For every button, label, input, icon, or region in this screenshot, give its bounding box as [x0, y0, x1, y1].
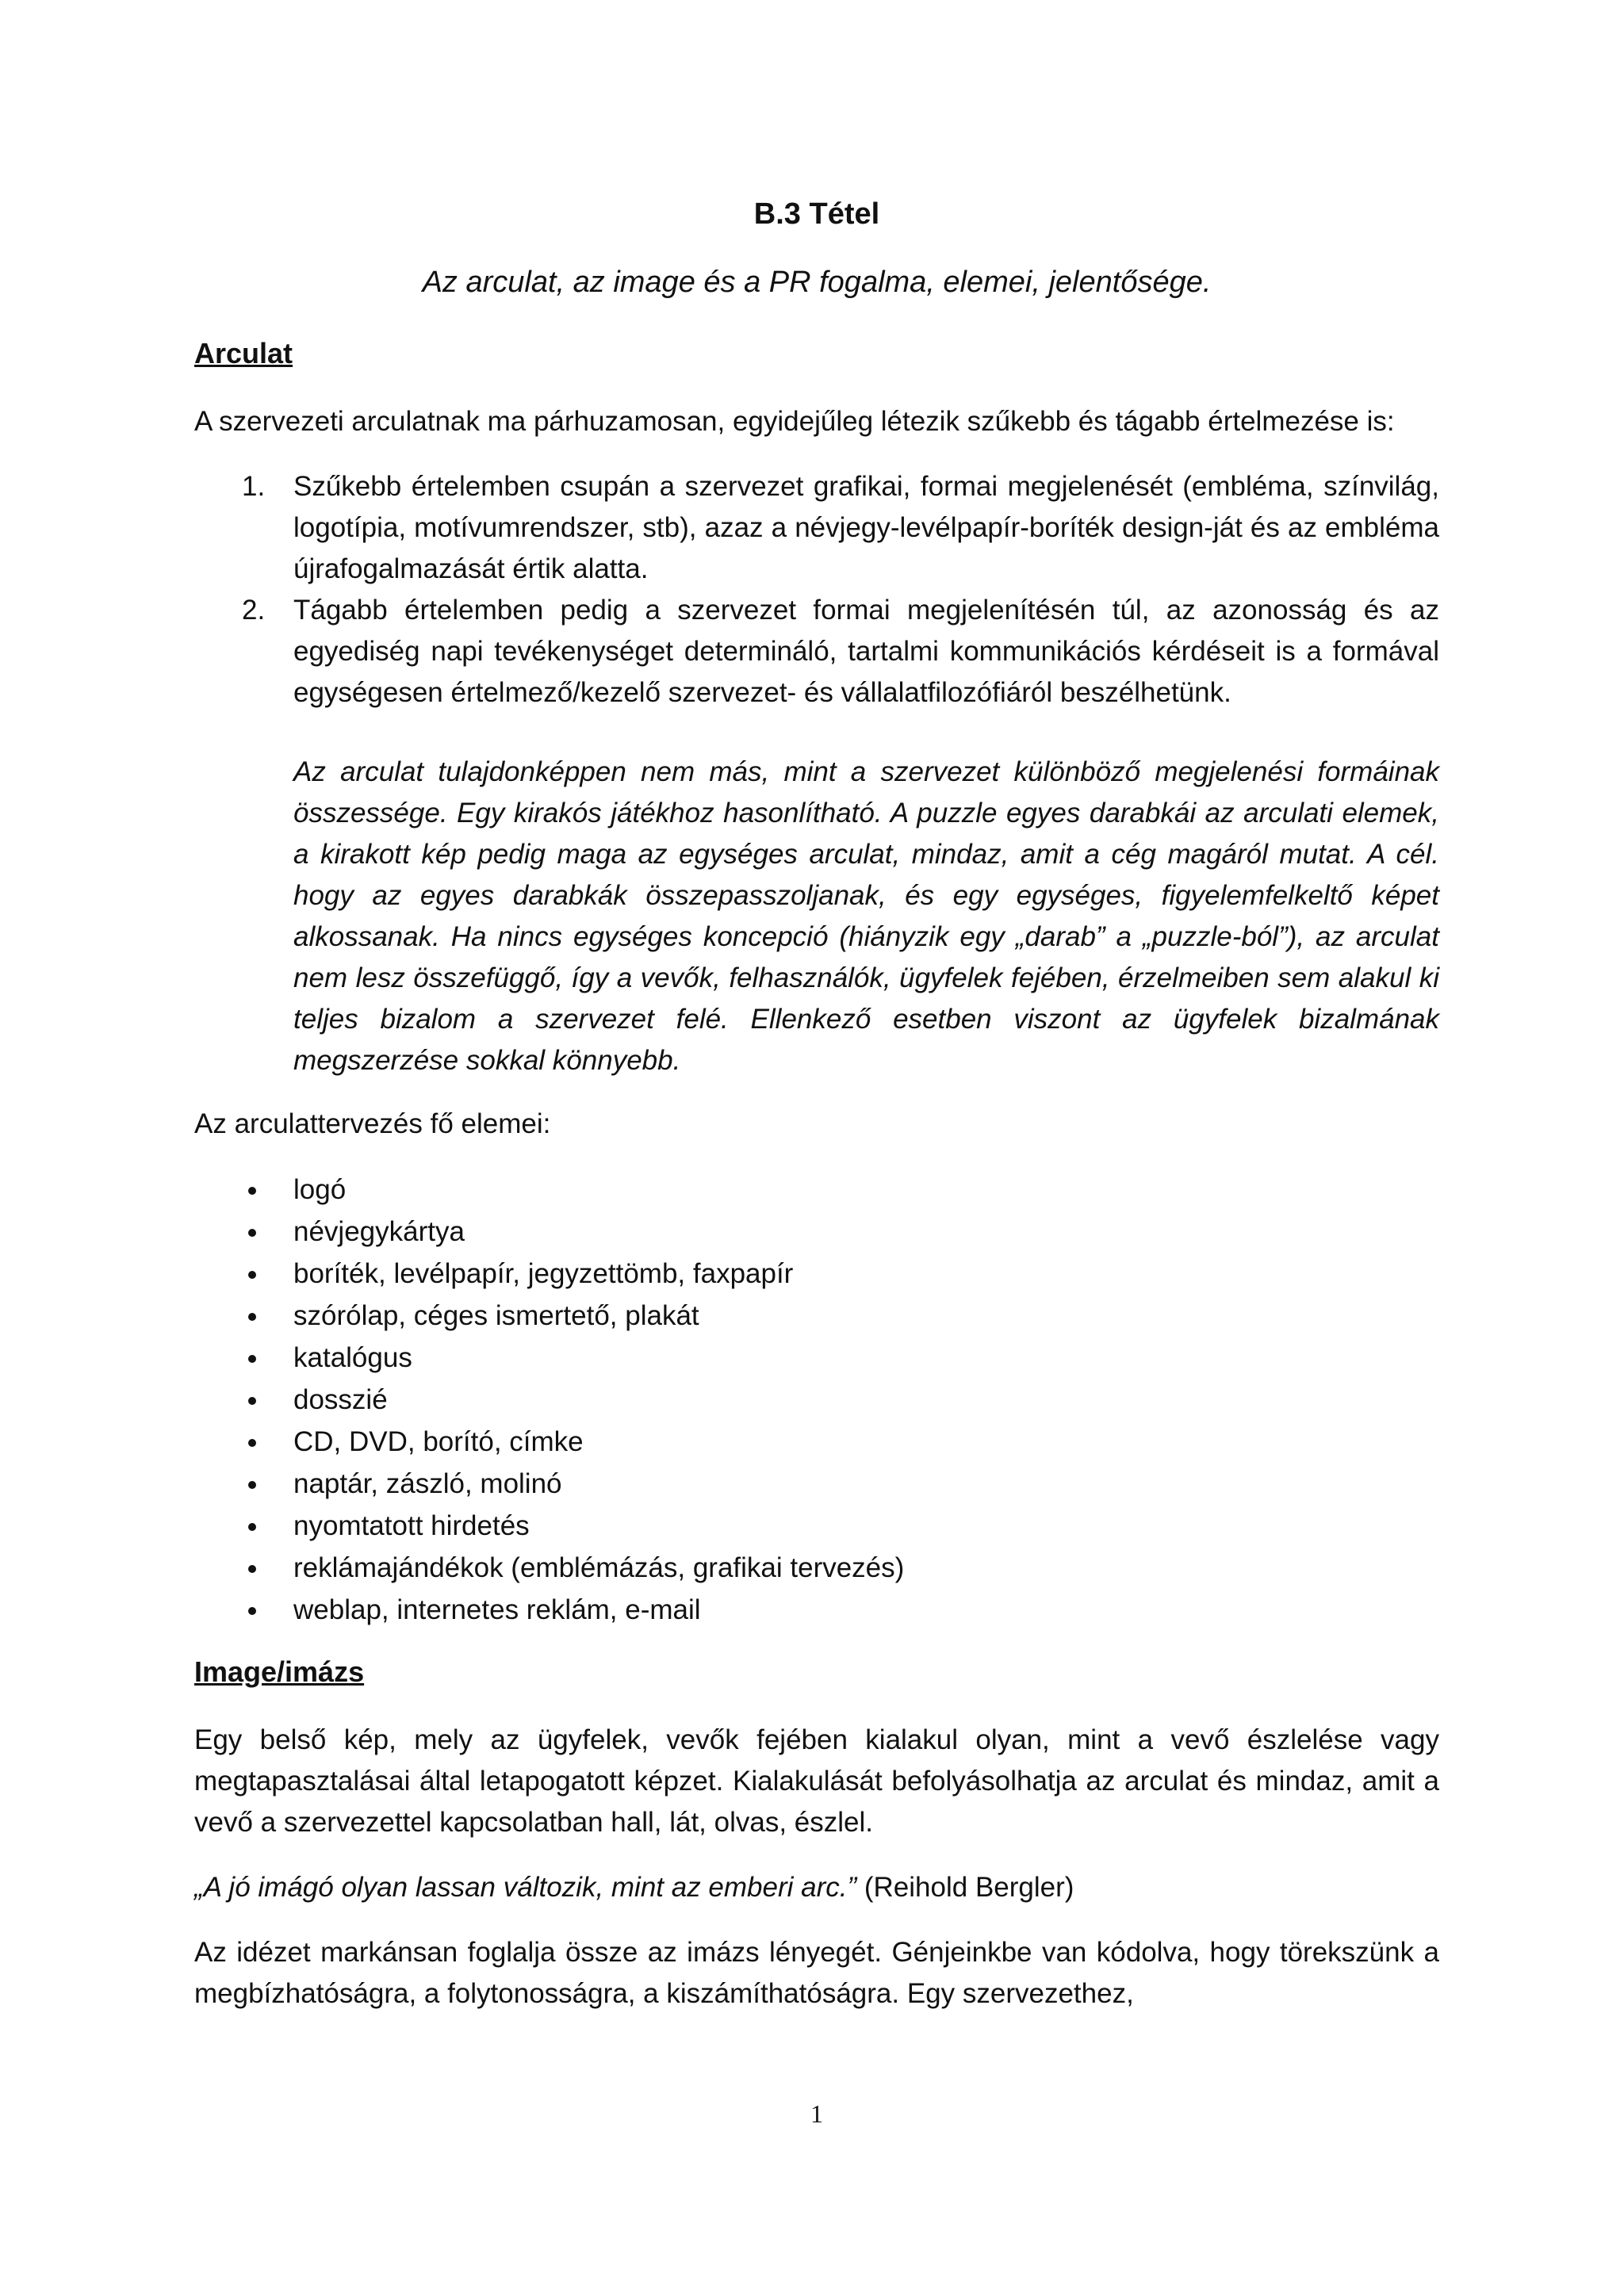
item-text: Szűkebb értelemben csupán a szervezet grafikai, formai megjelenését (embléma, színvilág, logotípia, motívumrendszer, stb), azaz a névjegy-levélpapír-boríték design-ját és az embléma újrafogalmazását értik alatta. — [293, 471, 1439, 584]
item-text: Tágabb értelemben pedig a szervezet formai megjelenítésén túl, az azonosság és az egyediség napi tevékenységet determináló, tartalmi kommunikációs kérdéseit is a formával egységesen értelmező/kezelő szervezet- és vállalatfilozófiáról beszélhetünk. — [293, 595, 1439, 708]
bullet-icon — [248, 1397, 256, 1405]
list-item — [194, 1589, 1439, 1631]
list-item — [194, 1547, 1439, 1589]
numbered-item — [194, 590, 1439, 714]
document-subtitle: Az arculat, az image és a PR fogalma, elemei, jelentősége. — [422, 266, 1212, 299]
arculat-italic-paragraph: Az arculat tulajdonképpen nem más, mint a szervezet különböző megjelenési formáinak összessége. Egy kirakós játékhoz hasonlítható. A puzzle egyes darabkái az arculati elemek, a kirakott kép pedig maga az egységes arculat, mindaz, amit a cég magáról mutat. A cél. hogy az egyes darabkák összepasszoljanak, és egy egységes, figyelemfelkeltő képet alkossanak. Ha nincs egységes koncepció (hiányzik egy „darab” a „puzzle-ból”), az arculat nem lesz összefüggő, így a vevők, felhasználók, ügyfelek fejében, érzelmeiben sem alakul ki teljes bizalom a szervezet felé. Ellenkező esetben viszont az ügyfelek bizalmának megszerzése sokkal könnyebb. — [293, 756, 1439, 1076]
quote-text: „A jó imágó olyan lassan változik, mint az emberi arc.” — [194, 1872, 857, 1903]
list-item-text: reklámajándékok (emblémázás, grafikai tervezés) — [293, 1552, 905, 1583]
list-item — [194, 1337, 1439, 1379]
bullet-icon — [248, 1355, 256, 1363]
list-item — [194, 1253, 1439, 1295]
bullet-icon — [248, 1607, 256, 1615]
list-item-text: logó — [293, 1174, 347, 1205]
list-item-text: névjegykártya — [293, 1216, 465, 1247]
arculat-numbered-list — [194, 466, 1439, 714]
list-item — [194, 1421, 1439, 1463]
section-heading-arculat: Arculat — [194, 337, 293, 369]
list-item-text: szórólap, céges ismertető, plakát — [293, 1300, 699, 1331]
quote-author: (Reihold Bergler) — [864, 1872, 1074, 1903]
page-number: 1 — [810, 2099, 823, 2128]
image-paragraph-2: Az idézet markánsan foglalja össze az imázs lényegét. Génjeinkbe van kódolva, hogy törekszünk a megbízhatóságra, a folytonosságra, a kiszámíthatóságra. Egy szervezethez, — [194, 1937, 1439, 2009]
item-number: 1. — [242, 471, 266, 502]
list-item — [194, 1379, 1439, 1421]
arculat-elements-list — [194, 1169, 1439, 1631]
list-item — [194, 1169, 1439, 1211]
bullet-icon — [248, 1565, 256, 1573]
list-item-text: CD, DVD, borító, címke — [293, 1426, 584, 1457]
list-item-text: katalógus — [293, 1342, 412, 1373]
arculat-intro-paragraph: A szervezeti arculatnak ma párhuzamosan, egyidejűleg létezik szűkebb és tágabb értelmezése is: — [194, 406, 1395, 437]
bullet-icon — [248, 1229, 256, 1237]
elements-intro: Az arculattervezés fő elemei: — [194, 1108, 551, 1139]
numbered-item — [194, 466, 1439, 590]
document-title: B.3 Tétel — [753, 197, 880, 231]
item-number: 2. — [242, 595, 266, 626]
image-paragraph-1: Egy belső kép, mely az ügyfelek, vevők fejében kialakul olyan, mint a vevő észlelése vagy megtapasztalásai által letapogatott képzet. Kialakulását befolyásolhatja az arculat és mindaz, amit a vevő a szervezettel kapcsolatban hall, lát, olvas, észlel. — [194, 1724, 1439, 1838]
bullet-icon — [248, 1523, 256, 1531]
list-item-text: dosszié — [293, 1384, 388, 1415]
list-item-text: boríték, levélpapír, jegyzettömb, faxpapír — [293, 1258, 794, 1289]
document-page — [194, 0, 1439, 2296]
bullet-icon — [248, 1481, 256, 1489]
list-item — [194, 1211, 1439, 1253]
list-item-text: naptár, zászló, molinó — [293, 1468, 562, 1499]
list-item — [194, 1295, 1439, 1337]
section-heading-image: Image/imázs — [194, 1655, 365, 1688]
list-item-text: weblap, internetes reklám, e-mail — [293, 1594, 701, 1625]
list-item — [194, 1463, 1439, 1505]
list-item-text: nyomtatott hirdetés — [293, 1510, 530, 1541]
list-item — [194, 1505, 1439, 1547]
bullet-icon — [248, 1313, 256, 1321]
bullet-icon — [248, 1439, 256, 1447]
image-quote — [194, 1867, 1439, 1908]
bullet-icon — [248, 1271, 256, 1279]
document-body — [194, 335, 1439, 2038]
bullet-icon — [248, 1187, 256, 1195]
